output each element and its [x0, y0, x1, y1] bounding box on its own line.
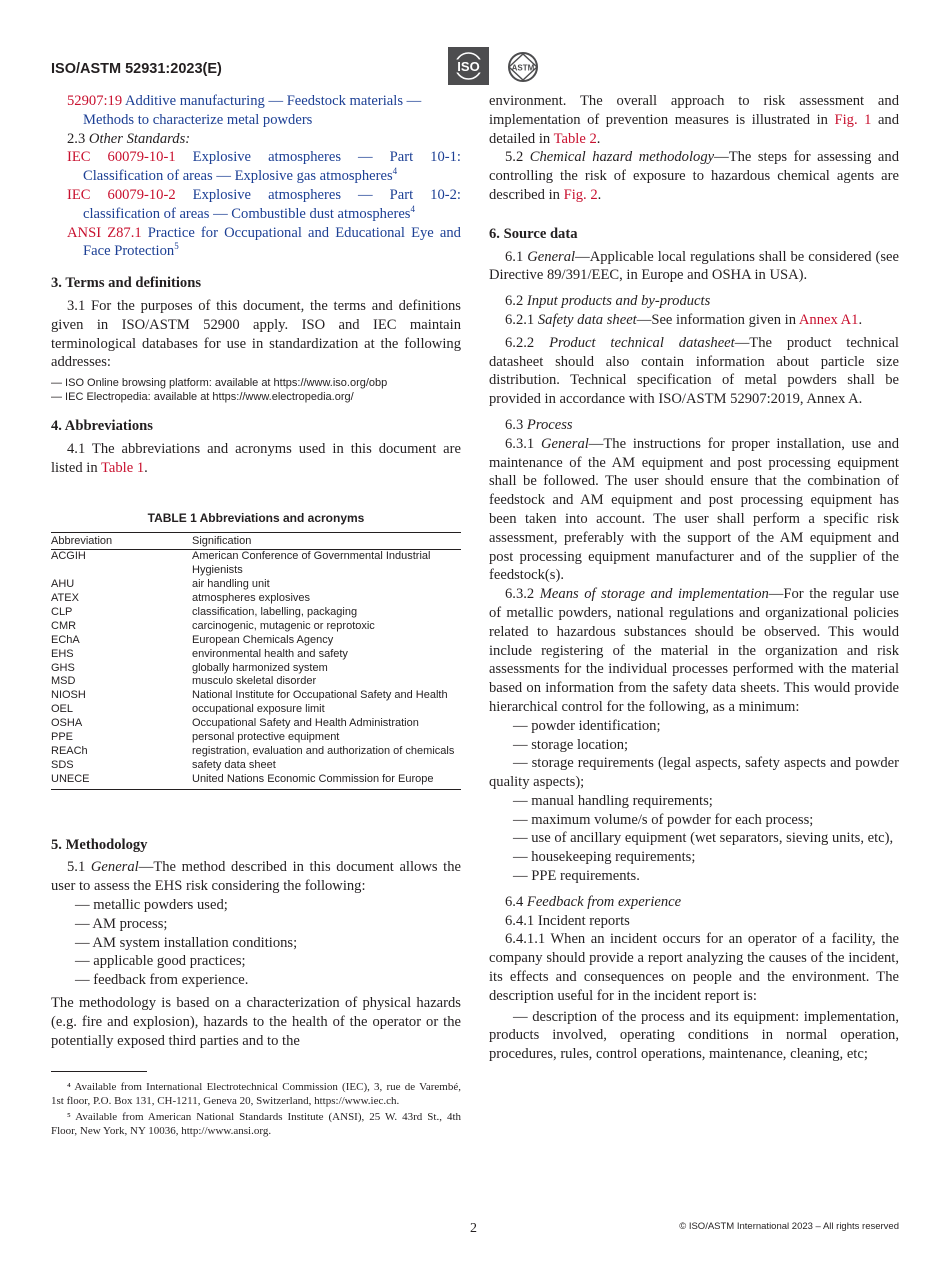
footnote-5: ⁵ Available from American National Standards Institute (ANSI), 25 W. 43rd St., 4th Floor, New York, NY 10036, http://www.ansi.org.: [51, 1111, 461, 1138]
section-title: Means of storage and implementation: [539, 586, 769, 603]
section-number: 5.1: [67, 859, 86, 876]
section-number: 6.3: [505, 416, 524, 433]
iso-logo-text: ISO: [457, 59, 480, 74]
table-body: [51, 550, 461, 789]
hierarchical-control-list: [489, 717, 899, 886]
astm-logo-text: ASTM: [511, 63, 535, 73]
abbreviation-cell: UNECE: [51, 773, 192, 789]
list-item: — PPE requirements.: [513, 868, 640, 885]
table-row: [51, 592, 461, 606]
abbreviation-cell: EHS: [51, 647, 74, 660]
section-6-4-1-heading: 6.4.1 Incident reports: [505, 912, 630, 929]
signification-cell: safety data sheet: [192, 758, 276, 771]
signification-cell: carcinogenic, mutagenic or reprotoxic: [192, 619, 375, 632]
section-title: Product technical datasheet: [549, 334, 735, 351]
abbreviation-cell: PPE: [51, 731, 74, 744]
signification-cell: European Chemicals Agency: [192, 633, 334, 646]
signification-cell: classification, labelling, packaging: [192, 605, 358, 618]
table-header-row: [51, 533, 461, 550]
section-number: 5.2: [505, 149, 524, 166]
abbreviation-cell: MSD: [51, 675, 76, 688]
document-id: ISO/ASTM 52931:2023(E): [51, 61, 222, 77]
abbreviation-cell: EChA: [51, 633, 80, 646]
col-header-signification: Signification: [192, 533, 461, 550]
section-title: Input products and by-products: [526, 293, 711, 310]
footnote-4: ⁴ Available from International Electrotechnical Commission (IEC), 3, rue de Varembé, 1st floor, P.O. Box 131, CH-1211, Geneva 20, Switzerland, https://www.iec.ch.: [51, 1081, 461, 1108]
section-title: Other Standards:: [88, 130, 191, 147]
table-row: [51, 731, 461, 745]
section-body: —The instructions for proper installation, use and maintenance of the AM equipment and post processing equipment shall be followed. The user should ensure that the combination of feedstock and AM equipment and post processing equipment has been taken into account. The user shall perform a specific risk assessment, preferably with the support of the AM equipment and post processing equipment manufacturer and of the supplier of the feedstock(s).: [489, 435, 899, 584]
ref-title-link[interactable]: Additive manufacturing — Feedstock materials — Methods to characterize metal powders: [83, 93, 422, 128]
iec-electropedia-line: — IEC Electropedia: available at https://www.electropedia.org/: [51, 390, 354, 403]
list-item: — description of the process and its equipment: implementation, products involved, operating conditions in normal operation, procedures, rules, control operations, maintenance, cleaning, etc;: [489, 1008, 899, 1063]
list-item: — powder identification;: [513, 717, 661, 734]
section-body: —The product technical datasheet should also contain information about particle size distribution. Technical specification of metal powders shall be provided in accordance with ISO/ASTM 52907:2019, Annex A.: [489, 334, 899, 408]
fig-2-link[interactable]: Fig. 2: [563, 186, 598, 203]
section-5-1-text: [51, 858, 461, 896]
footnote-marker[interactable]: 4: [392, 166, 398, 177]
section-6-4-heading: [489, 893, 899, 912]
footnotes: [51, 1071, 461, 1138]
list-item: — maximum volume/s of powder for each process;: [513, 811, 814, 828]
list-item: — metallic powders used;: [75, 897, 228, 914]
table-row: [51, 620, 461, 634]
signification-cell: occupational exposure limit: [192, 703, 325, 716]
section-body: —See information given in: [636, 311, 797, 328]
section-body: —Applicable local regulations shall be considered (see Directive 89/391/EEC, in Europe and OSHA in USA).: [489, 248, 899, 284]
section-title: Feedback from experience: [526, 893, 682, 910]
methodology-list: [51, 896, 461, 990]
section-3-heading: 3. Terms and definitions: [51, 275, 202, 292]
table-1-link[interactable]: Table 1: [101, 459, 145, 476]
section-5-2-text: [489, 148, 899, 204]
ref-code-link[interactable]: IEC 60079-10-2: [67, 186, 176, 203]
section-6-3-heading: [489, 416, 899, 435]
reference-iec-60079-10-1: [67, 148, 461, 186]
section-6-2-heading: [489, 292, 899, 311]
methodology-paragraph: The methodology is based on a characterization of physical hazards (e.g. fire and explosion), hazards to the health of the operator or the potentially exposed third parties and to the: [51, 995, 461, 1049]
section-title: Chemical hazard methodology: [529, 149, 715, 166]
abbreviations-table: [51, 532, 461, 789]
table-row: [51, 675, 461, 689]
ref-code-link[interactable]: IEC 60079-10-1: [67, 149, 176, 166]
list-item: — storage requirements (legal aspects, safety aspects and powder quality aspects);: [489, 755, 899, 791]
continued-paragraph: [489, 92, 899, 148]
punctuation: .: [144, 459, 148, 476]
section-6-4-1-1-text: 6.4.1.1 When an incident occurs for an operator of a facility, the company should provide a report analyzing the causes of the incident, its effects and consequences on people and the environment. The description useful for in the incident report is:: [489, 931, 899, 1004]
signification-cell: musculo skeletal disorder: [192, 675, 317, 688]
section-title: General: [90, 859, 139, 876]
punctuation: .: [596, 130, 601, 147]
section-6-2-2-text: [489, 334, 899, 409]
section-5-heading: 5. Methodology: [51, 836, 148, 853]
table-row: [51, 773, 461, 789]
signification-cell: American Conference of Governmental Industrial Hygienists: [192, 550, 431, 577]
section-3-1-text: 3.1 For the purposes of this document, the terms and definitions given in ISO/ASTM 52900 apply. ISO and IEC maintain terminological databases for use in standardization at the following addresses:: [51, 297, 461, 371]
punctuation: .: [597, 186, 602, 203]
footnote-divider: [51, 1071, 147, 1072]
abbreviation-cell: AHU: [51, 578, 75, 591]
section-6-3-2-text: [489, 585, 899, 717]
table-row: [51, 689, 461, 703]
list-item: — feedback from experience.: [75, 972, 249, 989]
table-2-link[interactable]: Table 2: [553, 130, 597, 147]
abbreviation-cell: OSHA: [51, 717, 83, 730]
reference-ansi-z87-1: [67, 224, 461, 262]
section-number: 2.3: [67, 130, 86, 147]
section-number: 6.3.1: [505, 435, 535, 452]
annex-a1-link[interactable]: Annex A1: [798, 311, 859, 328]
list-item: — AM process;: [75, 915, 168, 932]
section-body: —The steps for assessing and controlling the risk of exposure to hazardous chemical agents are described in: [489, 149, 899, 203]
list-item: — manual handling requirements;: [513, 792, 713, 809]
abbreviation-cell: CMR: [51, 619, 77, 632]
section-6-heading: 6. Source data: [489, 225, 578, 242]
section-4-1-text: [51, 440, 461, 478]
copyright-notice: © ISO/ASTM International 2023 – All rights reserved: [679, 1221, 899, 1232]
abbreviation-cell: CLP: [51, 605, 73, 618]
signification-cell: National Institute for Occupational Safety and Health: [192, 689, 448, 702]
signification-cell: registration, evaluation and authorization of chemicals: [192, 744, 455, 757]
list-item: — use of ancillary equipment (wet separators, sieving units, etc),: [513, 830, 894, 847]
signification-cell: atmospheres explosives: [192, 591, 311, 604]
table-row: [51, 606, 461, 620]
ref-title-link[interactable]: Practice for Occupational and Educational Eye and Face Protection: [83, 224, 461, 260]
section-number: 6.2.1: [505, 311, 535, 328]
section-number: 6.3.2: [505, 586, 535, 603]
section-4-1-body: 4.1 The abbreviations and acronyms used in this document are listed in: [51, 440, 461, 476]
abbreviation-cell: ATEX: [51, 591, 79, 604]
table-row: [51, 550, 461, 578]
paragraph-text: environment. The overall approach to risk assessment and implementation of prevention measures is illustrated in: [489, 93, 899, 128]
abbreviation-cell: GHS: [51, 661, 75, 674]
ref-code-link[interactable]: ANSI Z87.1: [67, 224, 142, 241]
section-number: 6.4: [505, 893, 524, 910]
table-row: [51, 745, 461, 759]
subsection-2-3: [67, 130, 461, 149]
table-row: [51, 703, 461, 717]
list-item: — applicable good practices;: [75, 953, 246, 970]
list-item: — housekeeping requirements;: [513, 849, 696, 866]
section-6-1-text: [489, 248, 899, 286]
table-row: [51, 717, 461, 731]
section-body: —For the regular use of metallic powders, national regulations and organizational policies related to hazardous substances should be observed. This would include registering of the material in the organization and risk assessments for the individual processes performed with the material based on information from the safety data sheets. This would provide hierarchical control for the following, as a minimum:: [489, 586, 899, 715]
section-number: 6.2.2: [505, 334, 535, 351]
ref-code-link[interactable]: 52907:19: [67, 93, 123, 109]
abbreviation-cell: SDS: [51, 758, 74, 771]
reference-iec-60079-10-2: [67, 186, 461, 224]
section-6-2-1-text: [489, 311, 899, 330]
signification-cell: United Nations Economic Commission for Europe: [192, 773, 461, 789]
footnote-marker[interactable]: 4: [410, 203, 415, 214]
abbreviation-cell: NIOSH: [51, 689, 86, 702]
abbreviation-cell: ACGIH: [51, 550, 86, 563]
ref-title-link[interactable]: Explosive atmospheres — Part 10-2: classification of areas — Combustible dust atmospheres: [83, 186, 461, 222]
section-6-3-1-text: [489, 435, 899, 585]
table-row: [51, 662, 461, 676]
fig-1-link[interactable]: Fig. 1: [834, 111, 872, 128]
iso-obp-line: — ISO Online browsing platform: available at https://www.iso.org/obp: [51, 377, 388, 390]
page-number: 2: [470, 1221, 477, 1236]
section-title: Process: [526, 416, 573, 433]
table-row: [51, 648, 461, 662]
signification-cell: Occupational Safety and Health Administration: [192, 717, 419, 730]
paragraph-text: and detailed in: [489, 111, 900, 147]
section-title: Safety data sheet: [537, 311, 637, 328]
section-number: 6.1: [505, 248, 524, 265]
table-row: [51, 634, 461, 648]
right-column: [489, 92, 899, 1064]
list-item: — storage location;: [513, 736, 629, 753]
table-row: [51, 578, 461, 592]
abbreviation-cell: OEL: [51, 703, 74, 716]
punctuation: .: [858, 311, 863, 328]
signification-cell: personal protective equipment: [192, 731, 340, 744]
abbreviation-cell: REACh: [51, 744, 88, 757]
signification-cell: air handling unit: [192, 578, 270, 591]
footnote-marker[interactable]: 5: [174, 241, 179, 252]
section-title: General: [540, 435, 589, 452]
signification-cell: environmental health and safety: [192, 647, 348, 660]
table-row: [51, 759, 461, 773]
table-1-title: TABLE 1 Abbreviations and acronyms: [147, 510, 365, 525]
section-number: 6.2: [505, 293, 524, 310]
list-item: — AM system installation conditions;: [75, 934, 298, 951]
signification-cell: globally harmonized system: [192, 661, 328, 674]
iso-logo: [448, 47, 489, 85]
section-4-heading: 4. Abbreviations: [51, 418, 153, 435]
astm-logo: [503, 50, 543, 84]
section-title: General: [527, 248, 576, 265]
reference-52907: [67, 92, 461, 130]
ref-title-link[interactable]: Explosive atmospheres — Part 10-1: Classification of areas — Explosive gas atmospheres: [83, 149, 461, 185]
left-column: [51, 92, 461, 1138]
col-header-abbreviation: Abbreviation: [51, 533, 192, 550]
section-body: —The method described in this document allows the user to assess the EHS risk considering the following:: [51, 859, 461, 895]
